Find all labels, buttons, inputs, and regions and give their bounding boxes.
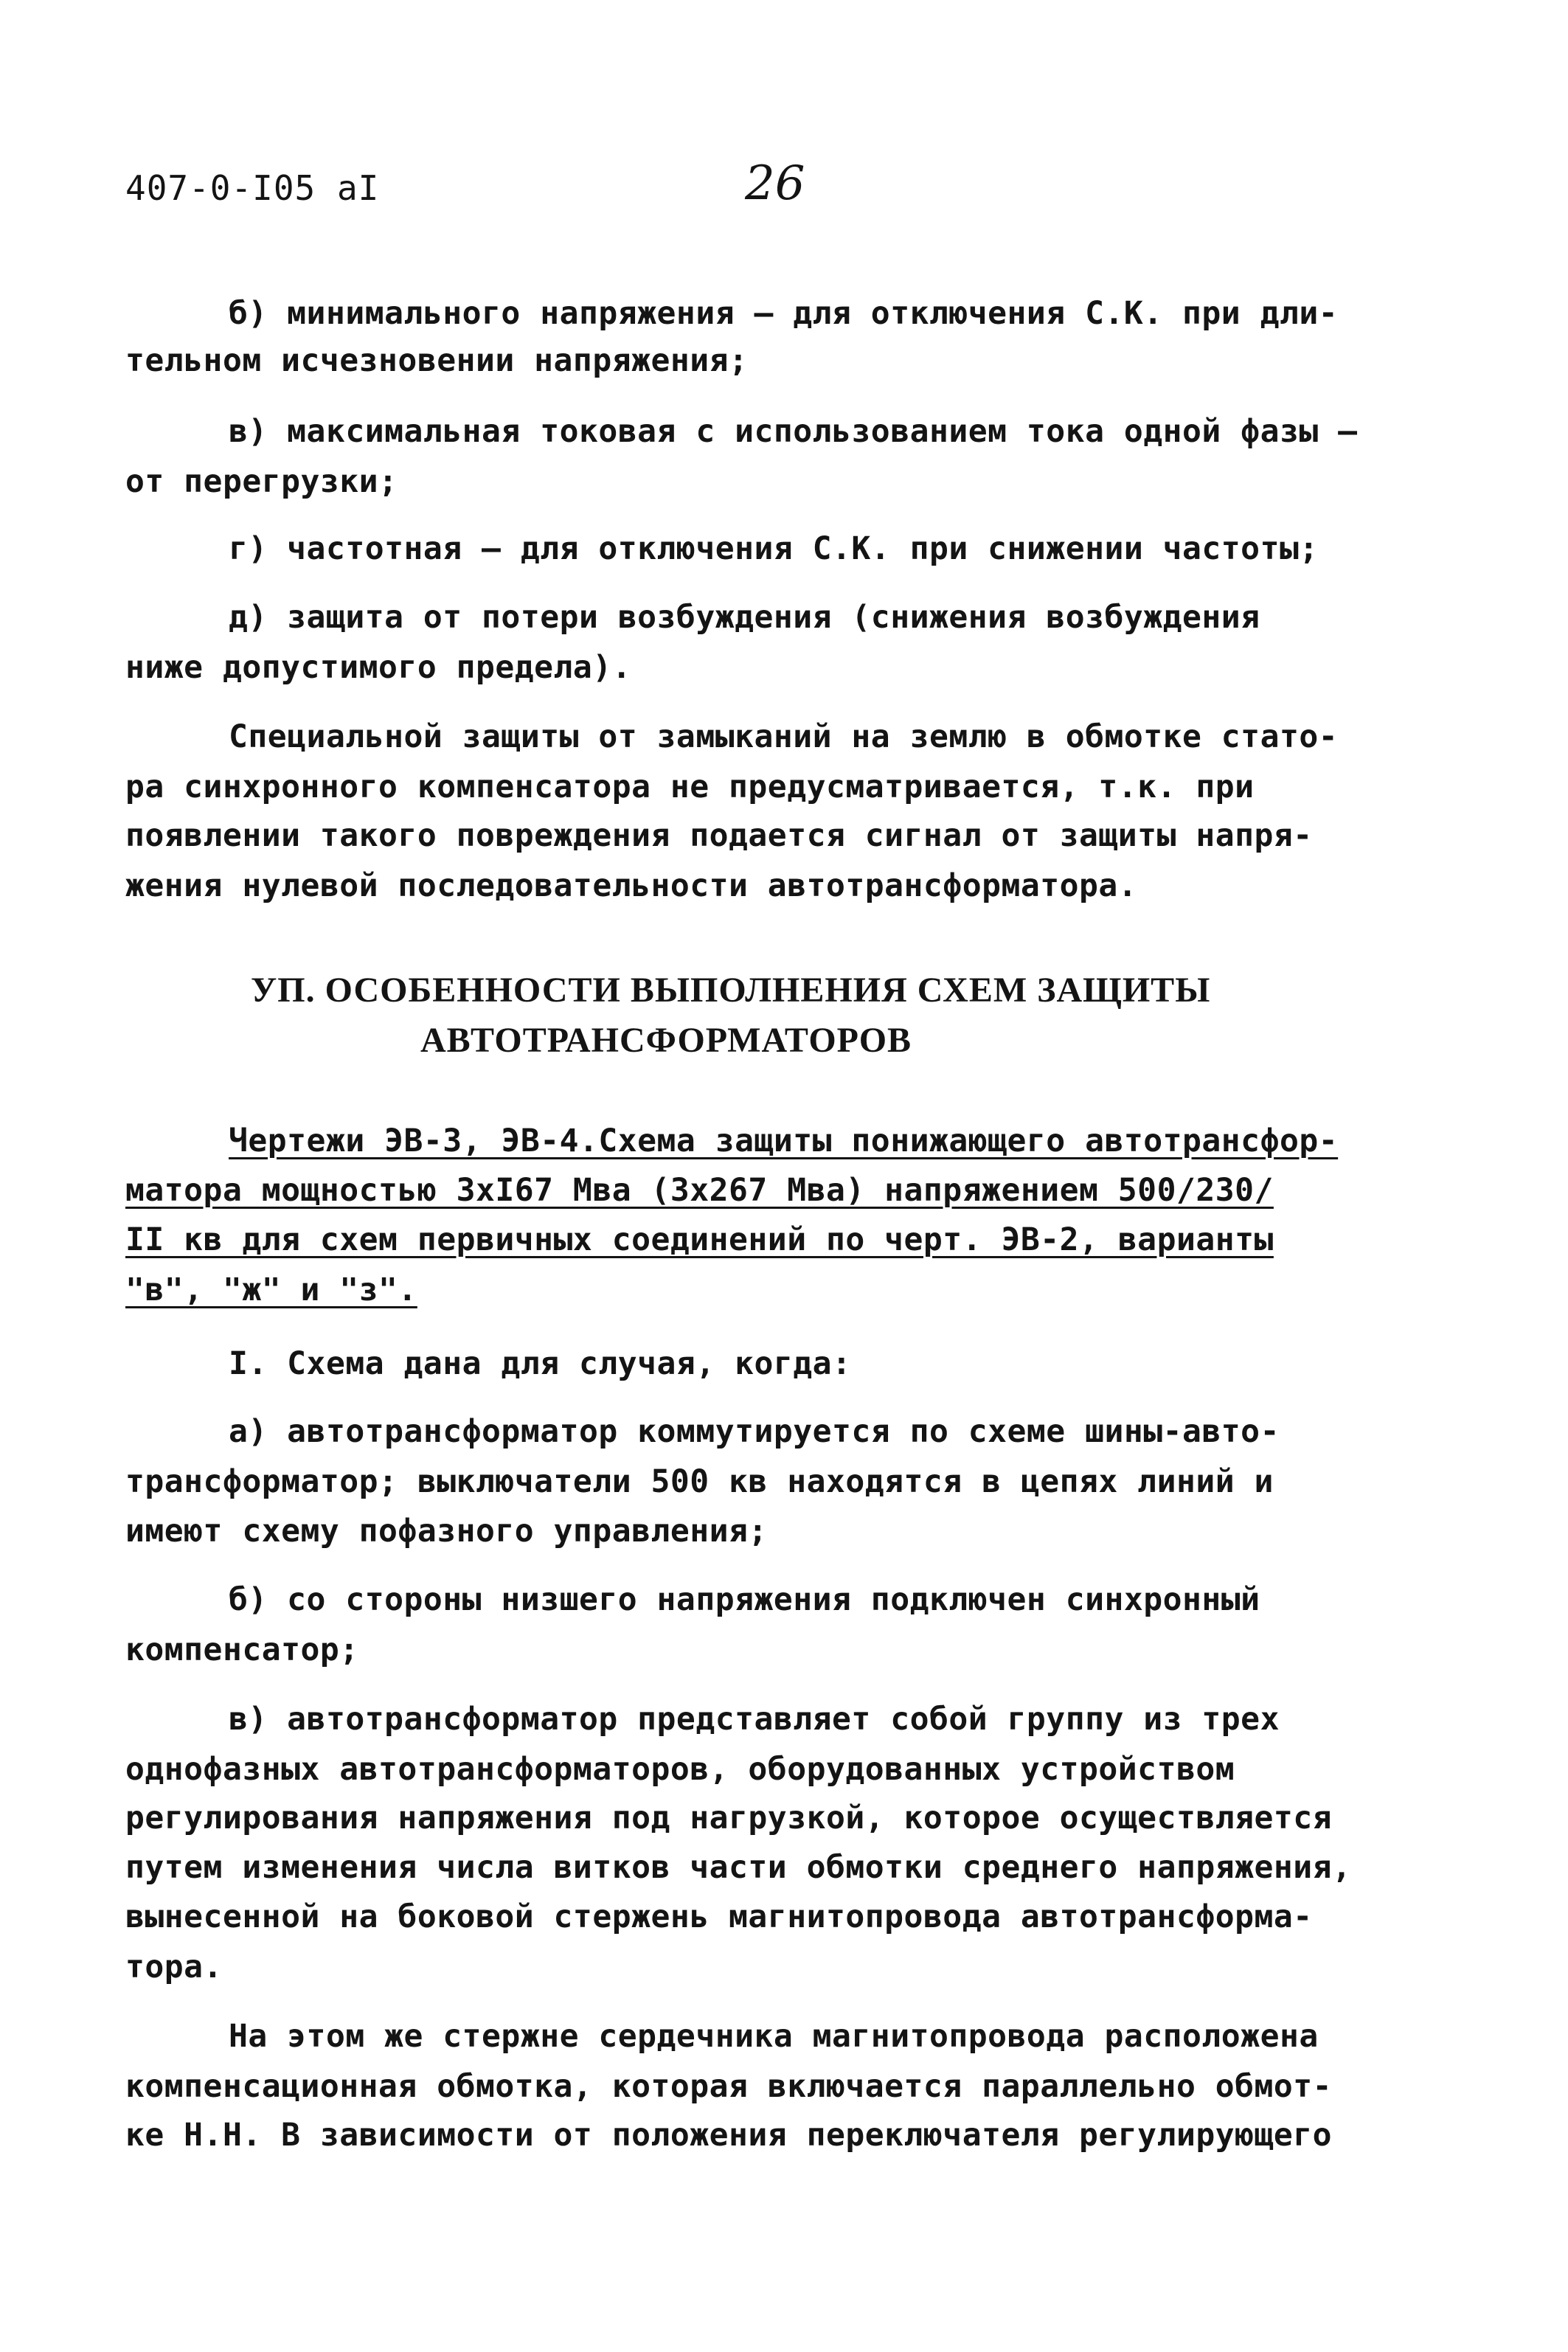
drawing-reference-line: матора мощностью 3хI67 Мва (3х267 Мва) напряжением 500/230/	[125, 1172, 1274, 1209]
text-line: ке Н.Н. В зависимости от положения переключателя регулирующего	[125, 2117, 1333, 2154]
section-heading-continued: АВТОТРАНСФОРМАТОРОВ	[420, 1021, 912, 1060]
drawing-reference-line: "в", "ж" и "з".	[125, 1272, 417, 1308]
text-line: тельном исчезновении напряжения;	[125, 342, 749, 379]
text-line: имеют схему пофазного управления;	[125, 1513, 768, 1550]
text-line: г) частотная – для отключения С.К. при снижении частоты;	[229, 530, 1319, 567]
text-line: ра синхронного компенсатора не предусматривается, т.к. при	[125, 769, 1255, 805]
text-line: б) со стороны низшего напряжения подключен синхронный	[229, 1581, 1260, 1618]
text-line: компенсатор;	[125, 1631, 359, 1668]
text-line: регулирования напряжения под нагрузкой, которое осуществляется	[125, 1800, 1333, 1836]
section-heading: УП. ОСОБЕННОСТИ ВЫПОЛНЕНИЯ СХЕМ ЗАЩИТЫ	[251, 971, 1211, 1010]
text-line: трансформатор; выключатели 500 кв находятся в цепях линий и	[125, 1463, 1274, 1500]
drawing-reference-line: Чертежи ЭВ-3, ЭВ-4.Схема защиты понижающего автотрансфор-	[229, 1123, 1339, 1159]
text-line: жения нулевой последовательности автотрансформатора.	[125, 867, 1138, 904]
text-line: от перегрузки;	[125, 463, 398, 500]
text-line: тора.	[125, 1949, 223, 1985]
text-line: появлении такого повреждения подается сигнал от защиты напря-	[125, 817, 1313, 854]
text-line: I. Схема дана для случая, когда:	[229, 1345, 852, 1382]
text-line: однофазных автотрансформаторов, оборудованных устройством	[125, 1751, 1235, 1788]
text-line: путем изменения числа витков части обмотки среднего напряжения,	[125, 1849, 1352, 1886]
text-line: а) автотрансформатор коммутируется по схеме шины-авто-	[229, 1413, 1280, 1450]
text-line: компенсационная обмотка, которая включается параллельно обмот-	[125, 2068, 1333, 2105]
page-number: 26	[745, 156, 805, 211]
text-line: ниже допустимого предела).	[125, 649, 632, 686]
document-code: 407-0-I05 aI	[125, 168, 380, 208]
text-line: б) минимального напряжения – для отключения С.К. при дли-	[229, 295, 1339, 332]
text-line: в) автотрансформатор представляет собой группу из трех	[229, 1701, 1280, 1738]
text-line: д) защита от потери возбуждения (снижения возбуждения	[229, 599, 1260, 636]
drawing-reference-line: II кв для схем первичных соединений по черт. ЭВ-2, варианты	[125, 1221, 1274, 1258]
text-line: в) максимальная токовая с использованием тока одной фазы –	[229, 413, 1358, 450]
text-line: вынесенной на боковой стержень магнитопровода автотрансформа-	[125, 1898, 1313, 1935]
text-line: На этом же стержне сердечника магнитопровода расположена	[229, 2018, 1319, 2055]
text-line: Специальной защиты от замыканий на землю в обмотке стато-	[229, 718, 1339, 755]
